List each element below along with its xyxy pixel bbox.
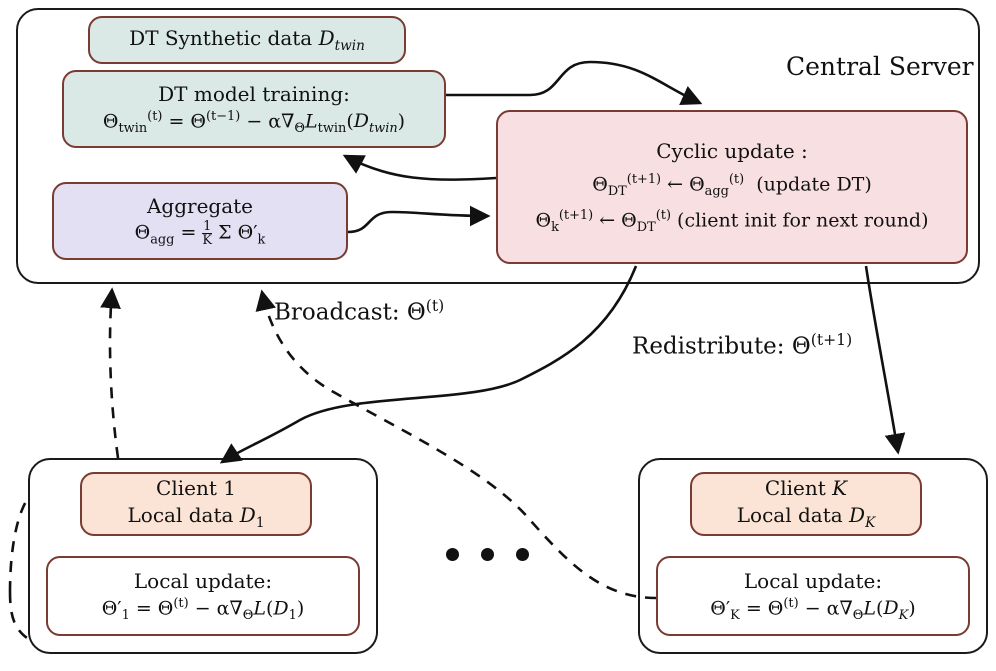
cyclic-update-line-1: $\Theta_{DT}^{(t+1)}$ ← $\Theta_{agg}^{(t)}$ (update DT) <box>592 171 872 200</box>
client-k-name: Client K <box>764 476 848 501</box>
client-k-data: Local data $D_K$ <box>736 503 876 532</box>
client-k-header-box <box>690 472 922 536</box>
clients-ellipsis <box>446 548 529 561</box>
client-k-update-title: Local update: <box>743 568 883 593</box>
dt-model-training-title: DT model training: <box>158 81 350 106</box>
dt-model-training-box <box>62 70 446 148</box>
arrow-client-1-to-aggregate <box>110 290 118 458</box>
client-1-data: Local data $D_1$ <box>127 503 265 532</box>
arrow-client-1-branch-lower <box>10 592 30 640</box>
aggregate-equation: $\Theta_{agg}$ = $\frac{1}{K}$ Σ $\Theta'_k$ <box>134 219 266 249</box>
dt-synthetic-data-box <box>88 16 406 64</box>
client-1-update-box <box>46 556 360 636</box>
dt-model-training-equation: $\Theta_{twin}^{(t)} = \Theta^{(t-1)} - \alpha\nabla_\Theta L_{twin}(D_{twin})$ <box>102 108 406 136</box>
central-server-title: Central Server <box>786 52 974 81</box>
ellipsis-dot <box>481 548 494 561</box>
arrow-redistribute-to-client-k <box>866 266 898 452</box>
client-1-update-title: Local update: <box>133 568 273 593</box>
cyclic-update-box <box>496 110 968 264</box>
ellipsis-dot <box>516 548 529 561</box>
broadcast-label: Broadcast: $\Theta^{(t)}$ <box>274 296 445 326</box>
ellipsis-dot <box>446 548 459 561</box>
client-1-header-box <box>80 472 312 536</box>
aggregate-box <box>52 182 348 260</box>
client-1-name: Client 1 <box>156 476 236 501</box>
client-1-update-equation: $\Theta'_1 = \Theta^{(t)} - \alpha\nabla_\Theta L(D_1)$ <box>101 595 305 623</box>
cyclic-update-line-2: $\Theta_k^{(t+1)}$ ← $\Theta_{DT}^{(t)}$ (client init for next round) <box>535 207 929 235</box>
cyclic-update-title: Cyclic update : <box>656 138 808 163</box>
client-k-update-equation: $\Theta'_K = \Theta^{(t)} - \alpha\nabla_\Theta L(D_K)$ <box>710 595 916 623</box>
dt-synthetic-data-label: DT Synthetic data $D_{twin}$ <box>129 25 365 54</box>
aggregate-title: Aggregate <box>146 194 254 219</box>
arrow-client-1-branch <box>10 498 28 592</box>
redistribute-label: Redistribute: $\Theta^{(t+1)}$ <box>632 330 853 360</box>
client-k-update-box <box>656 556 970 636</box>
